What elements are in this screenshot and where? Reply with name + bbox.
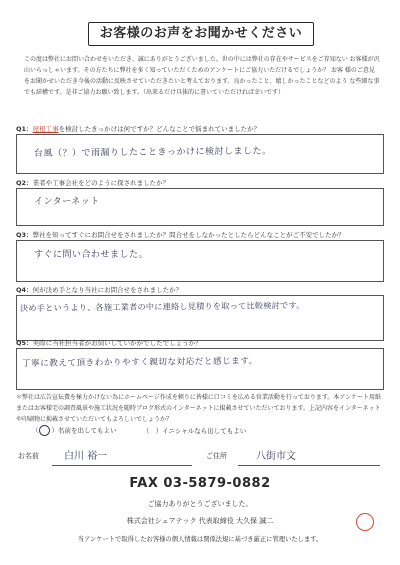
intro-paragraph: この度は弊社にお問い合わせをいただき、誠にありがとうございました。世の中には弊社の存在やサービスをご存知ない お客様が沢山いらっしゃいます。その方たちに弊社を多く知っていただくためのアンケートにご協力いただけるでしょうか？ お客 様のご意見をお聞かせいただき今後の活動に反映させていただきたいと考えております。良かったこと、嬉しかったことなどのよう な些細な事でも結構です。是非ご協力お願い致します。（出来るだけ具体的に書いていただければ幸いです） xyxy=(24,56,380,96)
question-text: 実際に当社担当者がお伺いしていかがでしたでしょうか？ xyxy=(32,339,202,347)
answer-5: 丁寧に教えて頂きわかりやすく親切な対応だと感じます。 xyxy=(21,356,258,369)
option-initials-ok[interactable]: （ ）イニシャルなら出してもよい xyxy=(142,426,247,435)
option-label: イニシャルなら出してもよい xyxy=(162,426,247,435)
question-text: 何が決め手となり当社にお問合せをされましたか？ xyxy=(32,286,183,294)
page-title: お客様のお声をお聞かせください xyxy=(88,22,314,46)
name-label: お名前 xyxy=(18,452,39,460)
option-label: 名前を出してもよい xyxy=(58,426,117,435)
privacy-note: 当アンケートで取得したお客様の個人情報は関係法規に基づき厳正に管理いたします。 xyxy=(77,536,323,543)
selected-circle-icon xyxy=(39,425,50,436)
question-3 xyxy=(16,230,345,239)
question-number: Q4： xyxy=(16,286,33,294)
answer-1: 台風（？）で雨漏りしたこときっかけに検討しました。 xyxy=(33,146,272,159)
fax-number: FAX 03-5879-0882 xyxy=(129,476,271,491)
question-highlight: 屋根工事 xyxy=(32,125,59,133)
question-number: Q1： xyxy=(16,125,33,133)
question-2 xyxy=(16,178,169,187)
question-text: を検討したきっかけは何ですか？どんなことで悩まれていましたか？ xyxy=(58,125,261,133)
answer-2: インターネット xyxy=(34,197,100,207)
question-number: Q5： xyxy=(16,339,33,347)
answer-4: 決め手というより、各施工業者の中に連絡し見積りを取って比較検討です。 xyxy=(19,300,305,313)
question-text: 業者や工事会社をどのように探されましたか？ xyxy=(32,179,170,187)
publication-options xyxy=(32,425,270,436)
question-1 xyxy=(16,124,260,133)
question-4 xyxy=(16,285,182,294)
question-text: 弊社を知ってすぐにお問合せをされましたか？問合せをしなかったとしたらどんなことがご不安でしたか？ xyxy=(32,231,345,239)
address-value[interactable]: 八街市文 xyxy=(256,451,296,462)
seal-stamp-icon xyxy=(356,513,374,531)
company-name: 株式会社シェアテック 代表取締役 大久保 誠二 xyxy=(126,517,274,525)
address-label: ご住所 xyxy=(206,452,227,460)
option-name-ok[interactable]: （ ）名前を出してもよい xyxy=(32,426,117,435)
publication-notice: ＊弊社は広告宣伝費を極力かけない為にホームページ作成を頼りに皆様に口コミを広める営業活動を行っております。本アンケート用紙またはお客様宅の調査風景や施工状況を随時ブログ形式のインターネットに掲載させていただいております。上記内容をインターネットや印刷物に掲載させていただいてもよろしいでしょうか？ xyxy=(16,394,382,423)
signature-row xyxy=(16,446,382,468)
address-line xyxy=(238,465,380,466)
question-number: Q2： xyxy=(16,179,33,187)
name-value[interactable]: 白川 裕一 xyxy=(64,451,108,462)
answer-3: すぐに問い合わせました。 xyxy=(34,250,149,260)
name-line xyxy=(52,465,192,466)
thanks-text: ご協力ありがとうございました。 xyxy=(147,500,253,508)
question-5 xyxy=(16,338,202,347)
question-number: Q3： xyxy=(16,231,33,239)
